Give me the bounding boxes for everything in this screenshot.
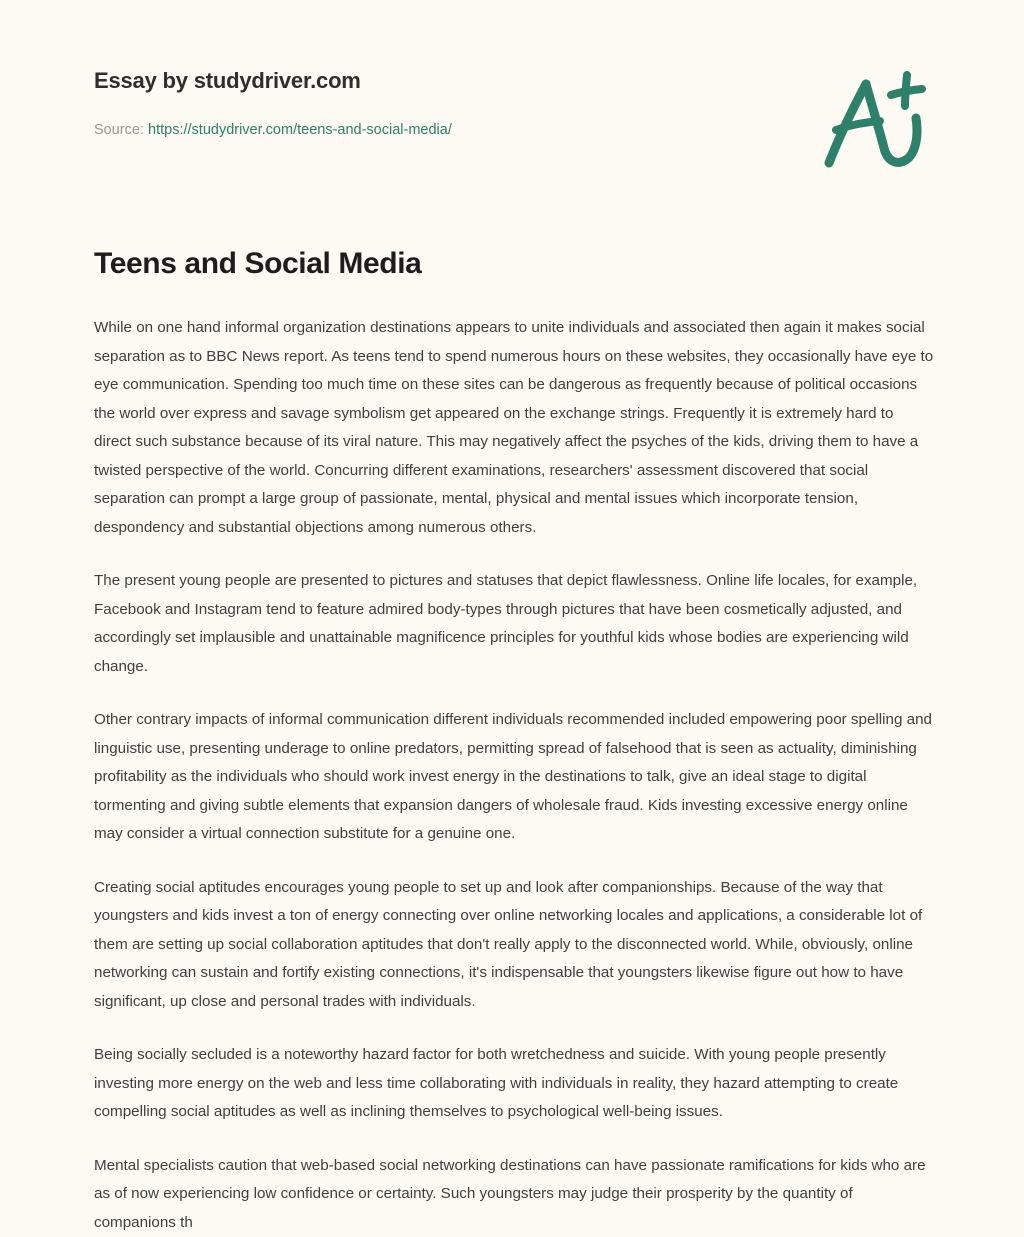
page-title: Teens and Social Media (94, 246, 934, 282)
paragraph: While on one hand informal organization destinations appears to unite individuals and associated then again it makes social separation as to BBC News report. As teens tend to spend numerous hours on these websites, they occasionally have eye to eye communication. Spending too much time on these sites can be dangerous as frequently because of political occasions the world over express and savage symbolism get appeared on the exchange strings. Frequently it is extremely hard to direct such substance because of its viral nature. This may negatively affect the psyches of the kids, driving them to have a twisted perspective of the world. Concurring different examinations, researchers' assessment discovered that social separation can prompt a large group of passionate, mental, physical and mental issues which incorporate tension, despondency and substantial objections among numerous others. (94, 314, 934, 542)
source-label: Source: (94, 122, 144, 138)
article-body (94, 246, 934, 1237)
a-plus-logo-icon (812, 66, 932, 174)
brand-byline: Essay by studydriver.com (94, 68, 361, 94)
a-plus-logo-glyph (812, 66, 932, 174)
paragraph: Mental specialists caution that web-based social networking destinations can have passionate ramifications for kids who are as of now experiencing low confidence or certainty. Such youngsters may judge their prosperity by the quantity of companions th (94, 1152, 934, 1237)
paragraph: The present young people are presented to pictures and statuses that depict flawlessness. Online life locales, for example, Facebook and Instagram tend to feature admired body-types through pictures that have been cosmetically adjusted, and accordingly set implausible and unattainable magnificence principles for youthful kids whose bodies are experiencing wild change. (94, 567, 934, 681)
paragraph: Other contrary impacts of informal communication different individuals recommended included empowering poor spelling and linguistic use, presenting underage to online predators, permitting spread of falsehood that is seen as actuality, diminishing profitability as the individuals who should work invest energy in the destinations to talk, give an ideal stage to digital tormenting and giving subtle elements that expansion dangers of wholesale fraud. Kids investing excessive energy online may consider a virtual connection substitute for a genuine one. (94, 706, 934, 849)
paragraph: Being socially secluded is a noteworthy hazard factor for both wretchedness and suicide. With young people presently investing more energy on the web and less time collaborating with individuals in reality, they hazard attempting to create compelling social aptitudes as well as inclining themselves to psychological well-being issues. (94, 1041, 934, 1127)
source-url-link[interactable]: https://studydriver.com/teens-and-social-media/ (148, 122, 452, 138)
paragraph: Creating social aptitudes encourages young people to set up and look after companionships. Because of the way that youngsters and kids invest a ton of energy connecting over online networking locales and applications, a considerable lot of them are setting up social collaboration aptitudes that don't really apply to the disconnected world. While, obviously, online networking can sustain and fortify existing connections, it's indispensable that youngsters likewise figure out how to have significant, up close and personal trades with individuals. (94, 874, 934, 1017)
page-header (0, 0, 1024, 200)
source-line (94, 122, 452, 138)
